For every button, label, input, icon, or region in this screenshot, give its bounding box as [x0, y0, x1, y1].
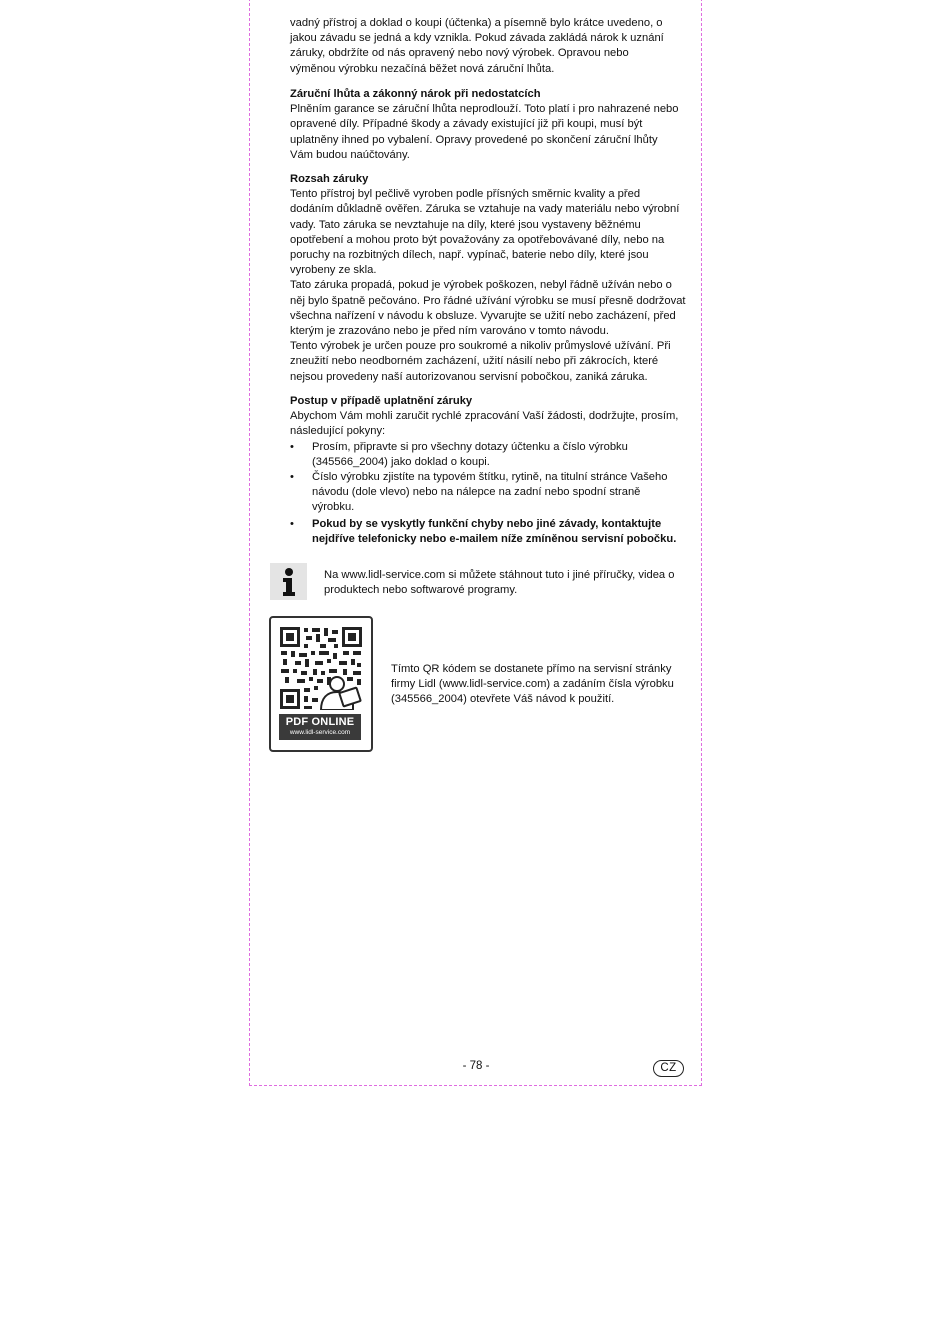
section-heading: Postup v případě uplatnění záruky [290, 395, 473, 407]
text-line: dodáním důkladně ověřen. Záruka se vztahuje na vady materiálu nebo výrobní [290, 203, 680, 216]
text-line: Číslo výrobku zjistíte na typovém štítku, rytině, na titulní stránce Vašeho [312, 471, 668, 484]
text-line: Na www.lidl-service.com si můžete stáhnout tuto i jiné příručky, videa o [324, 569, 675, 581]
section-heading: Rozsah záruky [290, 173, 369, 185]
section-procedure [290, 394, 686, 547]
text-line: Tímto QR kódem se dostanete přímo na servisní stránky [391, 663, 672, 675]
text-line: něj bylo špatně pečováno. Pro řádné užívání výrobku se musí přesně dodržovat [290, 294, 686, 307]
section-warranty-period [290, 87, 686, 163]
qr-description [391, 662, 691, 708]
text-line: uplatněny ihned po vybalení. Opravy provedené po skončení záruční lhůty [290, 133, 658, 146]
text-line: záruky, obdržíte od nás opravený nebo nový výrobek. Opravou nebo [290, 47, 629, 60]
pdf-online-url: www.lidl-service.com [289, 729, 351, 736]
section-scope [290, 172, 686, 385]
text-line: návodu (dole vlevo) nebo na nálepce na zadní nebo spodní straně [312, 486, 641, 499]
text-line: vadný přístroj a doklad o koupi (účtenka) a písemně bylo krátce uvedeno, o [290, 17, 663, 29]
text-line: produktech nebo softwarové programy. [324, 584, 518, 597]
list-item [290, 517, 686, 547]
info-icon [270, 563, 307, 600]
text-line: Abychom Vám mohli zaručit rychlé zpracování Vaší žádosti, dodržujte, prosím, [290, 410, 679, 423]
bullet-icon: • [290, 471, 294, 484]
text-line: opotřebení a mohou proto být považovány za opotřebovávané díly, nebo na [290, 233, 665, 246]
section-heading: Záruční lhůta a zákonný nárok při nedostatcích [290, 88, 541, 100]
text-line: firmy Lidl (www.lidl-service.com) a zadáním čísla výrobku [391, 678, 674, 691]
qr-code-badge[interactable] [269, 616, 373, 752]
text-line: vyrobeny ze skla. [290, 264, 377, 277]
text-line: Tato záruka propadá, pokud je výrobek poškozen, nebyl řádně užíván nebo o [290, 279, 672, 292]
language-badge: CZ [653, 1060, 684, 1077]
text-line: kterým je zrazováno nebo je před ním varováno v tomto návodu. [290, 325, 610, 338]
text-line: všechna nařízení v návodu k obsluze. Vyvarujte se užití nebo zacházení, před [290, 309, 676, 322]
pdf-online-banner [279, 714, 361, 740]
intro-paragraph [290, 16, 686, 77]
bullet-icon: • [290, 517, 294, 530]
text-line: Tento přístroj byl pečlivě vyroben podle přísných směrnic kvality a před [290, 188, 641, 201]
list-item [290, 470, 686, 516]
text-line: jakou závadu se jedná a kdy vznikla. Pokud závada zakládá nárok k uznání [290, 32, 664, 45]
text-line: Tento výrobek je určen pouze pro soukromé a nikoliv průmyslové užívání. Při [290, 340, 671, 353]
text-line: Vám budou naúčtovány. [290, 148, 410, 161]
text-line: výměnou výrobku nezačíná běžet nová záruční lhůta. [290, 62, 555, 75]
text-line: Plněním garance se záruční lhůta neprodlouží. Toto platí i pro nahrazené nebo [290, 103, 679, 116]
text-line: (345566_2004) jako doklad o koupi. [312, 455, 490, 468]
pdf-online-title: PDF ONLINE [285, 716, 355, 728]
text-line: Prosím, připravte si pro všechny dotazy účtenku a číslo výrobku [312, 440, 628, 453]
text-line: následující pokyny: [290, 425, 386, 438]
text-line: Pokud by se vyskytly funkční chyby nebo jiné závady, kontaktujte [312, 517, 662, 530]
instruction-list [290, 440, 686, 547]
list-item [290, 440, 686, 470]
text-line: poruchy na rozbitných dílech, např. vypínač, baterie nebo díly, které jsou [290, 249, 649, 262]
info-icon-glyph [278, 567, 300, 597]
text-line: zneužití nebo neodborném zacházení, užití násilí nebo při zákrocích, které [290, 355, 659, 368]
text-line: (345566_2004) otevřete Váš návod k použití. [391, 693, 615, 706]
bullet-icon: • [290, 440, 294, 453]
info-note [324, 568, 686, 598]
text-line: nejsou provedeny naší autorizovanou servisní pobočkou, zaniká záruka. [290, 370, 648, 383]
qr-code-icon [279, 626, 363, 710]
text-line: vady. Tato záruka se nevztahuje na díly, které jsou vystaveny běžnému [290, 218, 641, 231]
text-line: nejdříve telefonicky nebo e-mailem níže zmíněnou servisní pobočku. [312, 532, 677, 545]
text-line: opravené díly. Případné škody a závady existující již při koupi, musí být [290, 118, 643, 131]
text-line: výrobku. [312, 501, 355, 514]
page-number: - 78 - [462, 1060, 490, 1072]
